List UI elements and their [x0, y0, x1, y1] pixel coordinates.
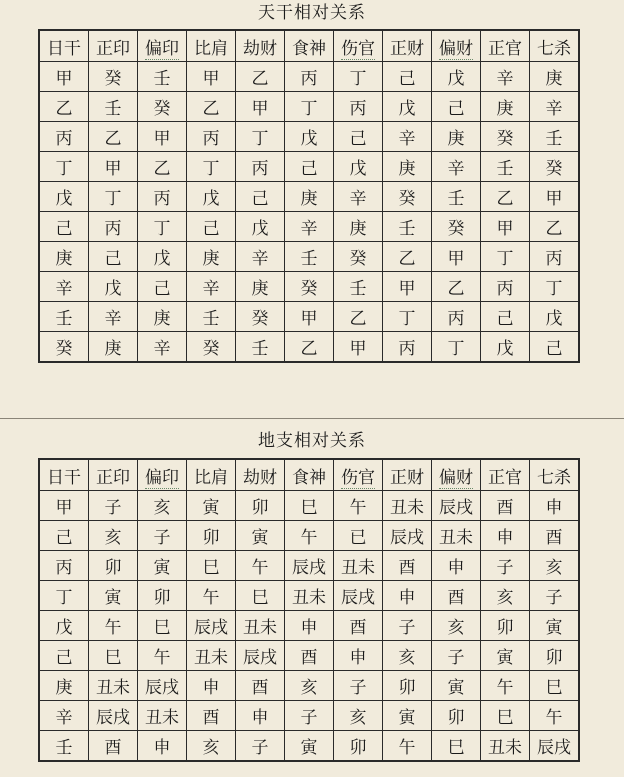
- table-cell: 乙: [89, 122, 138, 152]
- tiangan-body: [39, 62, 579, 363]
- table-cell: 丁: [285, 92, 334, 122]
- row-header-cell: 庚: [39, 671, 89, 701]
- table-cell: 酉: [481, 491, 530, 521]
- table-cell: 子: [285, 701, 334, 731]
- table-cell: 亥: [481, 581, 530, 611]
- table-cell: 庚: [285, 182, 334, 212]
- table-row: [39, 92, 579, 122]
- table-cell: 辰戌: [285, 551, 334, 581]
- header-cell-label: 偏印: [145, 467, 179, 488]
- table-cell: 辰戌: [187, 611, 236, 641]
- table-cell: 壬: [530, 122, 580, 152]
- table-cell: 亥: [432, 611, 481, 641]
- header-cell: [334, 30, 383, 62]
- table-cell: 卯: [236, 491, 285, 521]
- table-cell: 丁: [481, 242, 530, 272]
- table-cell: 已: [334, 521, 383, 551]
- table-cell: 午: [138, 641, 187, 671]
- table-cell: 辰戌: [236, 641, 285, 671]
- table-row: [39, 671, 579, 701]
- table-cell: 巳: [530, 671, 580, 701]
- row-header-cell: 乙: [39, 92, 89, 122]
- table-cell: 戊: [530, 302, 580, 332]
- table-cell: 巳: [89, 641, 138, 671]
- header-cell: [138, 459, 187, 491]
- table-cell: 戊: [236, 212, 285, 242]
- header-cell: 正印: [89, 30, 138, 62]
- table-cell: 丙: [432, 302, 481, 332]
- table-cell: 甲: [285, 302, 334, 332]
- table-cell: 子: [236, 731, 285, 762]
- tiangan-table: [38, 29, 580, 363]
- table-cell: 午: [285, 521, 334, 551]
- table-cell: 子: [432, 641, 481, 671]
- table-cell: 卯: [481, 611, 530, 641]
- table-cell: 庚: [187, 242, 236, 272]
- table-cell: 申: [481, 521, 530, 551]
- table-cell: 酉: [530, 521, 580, 551]
- table-cell: 丑未: [236, 611, 285, 641]
- table-cell: 己: [89, 242, 138, 272]
- table-cell: 辰戌: [432, 491, 481, 521]
- header-cell: 正财: [383, 459, 432, 491]
- table-cell: 癸: [187, 332, 236, 363]
- table-cell: 丙: [481, 272, 530, 302]
- table-cell: 壬: [138, 62, 187, 92]
- table-cell: 甲: [138, 122, 187, 152]
- header-cell: 劫财: [236, 30, 285, 62]
- table-cell: 辰戌: [530, 731, 580, 762]
- table-cell: 丙: [285, 62, 334, 92]
- tiangan-header-row: [39, 30, 579, 62]
- table-row: [39, 62, 579, 92]
- table-cell: 庚: [481, 92, 530, 122]
- table-cell: 亥: [187, 731, 236, 762]
- table-cell: 子: [530, 581, 580, 611]
- table-cell: 甲: [481, 212, 530, 242]
- table-cell: 寅: [236, 521, 285, 551]
- row-header-cell: 辛: [39, 701, 89, 731]
- table-cell: 乙: [236, 62, 285, 92]
- header-cell-label: 偏财: [439, 467, 473, 488]
- table-cell: 癸: [89, 62, 138, 92]
- table-cell: 巳: [285, 491, 334, 521]
- table-cell: 辛: [481, 62, 530, 92]
- table-cell: 子: [481, 551, 530, 581]
- table-cell: 庚: [138, 302, 187, 332]
- table-cell: 酉: [432, 581, 481, 611]
- row-header-cell: 丁: [39, 581, 89, 611]
- table-cell: 己: [285, 152, 334, 182]
- table-row: [39, 611, 579, 641]
- table-cell: 甲: [236, 92, 285, 122]
- table-cell: 酉: [89, 731, 138, 762]
- row-header-cell: 戊: [39, 611, 89, 641]
- table-cell: 午: [383, 731, 432, 762]
- row-header-cell: 壬: [39, 302, 89, 332]
- table-row: [39, 521, 579, 551]
- table-cell: 丁: [89, 182, 138, 212]
- table-row: [39, 332, 579, 363]
- table-cell: 癸: [236, 302, 285, 332]
- table-cell: 庚: [432, 122, 481, 152]
- header-cell: 比肩: [187, 30, 236, 62]
- table-row: [39, 581, 579, 611]
- table-cell: 丁: [530, 272, 580, 302]
- table-cell: 庚: [530, 62, 580, 92]
- table-cell: 丙: [236, 152, 285, 182]
- table-cell: 申: [138, 731, 187, 762]
- table-cell: 丑未: [285, 581, 334, 611]
- table-cell: 乙: [383, 242, 432, 272]
- table-cell: 癸: [285, 272, 334, 302]
- table-cell: 庚: [236, 272, 285, 302]
- table-cell: 巳: [138, 611, 187, 641]
- table-cell: 戊: [187, 182, 236, 212]
- table-cell: 丙: [187, 122, 236, 152]
- table-row: [39, 272, 579, 302]
- table-cell: 癸: [138, 92, 187, 122]
- header-cell: [432, 30, 481, 62]
- table-cell: 丁: [334, 62, 383, 92]
- table-cell: 丁: [236, 122, 285, 152]
- table-cell: 亥: [138, 491, 187, 521]
- table-cell: 己: [334, 122, 383, 152]
- table-cell: 辛: [334, 182, 383, 212]
- table-cell: 亥: [383, 641, 432, 671]
- table-cell: 甲: [89, 152, 138, 182]
- table-cell: 丑未: [89, 671, 138, 701]
- row-header-cell: 辛: [39, 272, 89, 302]
- table-cell: 寅: [432, 671, 481, 701]
- table-cell: 辰戌: [383, 521, 432, 551]
- table-cell: 庚: [89, 332, 138, 363]
- table-cell: 子: [334, 671, 383, 701]
- table-row: [39, 152, 579, 182]
- table-cell: 申: [285, 611, 334, 641]
- header-cell: [334, 459, 383, 491]
- table-cell: 壬: [334, 272, 383, 302]
- table-cell: 卯: [334, 731, 383, 762]
- row-header-cell: 己: [39, 212, 89, 242]
- table-cell: 辛: [432, 152, 481, 182]
- dizhi-section: [0, 418, 624, 777]
- table-cell: 己: [530, 332, 580, 363]
- row-header-cell: 壬: [39, 731, 89, 762]
- table-cell: 乙: [334, 302, 383, 332]
- header-cell-label: 偏财: [439, 38, 473, 59]
- table-cell: 寅: [187, 491, 236, 521]
- table-cell: 丁: [138, 212, 187, 242]
- table-cell: 乙: [285, 332, 334, 363]
- table-row: [39, 302, 579, 332]
- header-cell: 劫财: [236, 459, 285, 491]
- table-row: [39, 212, 579, 242]
- header-cell-label: 伤官: [341, 38, 375, 59]
- table-cell: 甲: [187, 62, 236, 92]
- table-cell: 寅: [481, 641, 530, 671]
- table-row: [39, 551, 579, 581]
- table-cell: 亥: [89, 521, 138, 551]
- table-cell: 丑未: [187, 641, 236, 671]
- table-cell: 丙: [89, 212, 138, 242]
- row-header-cell: 癸: [39, 332, 89, 363]
- table-cell: 辛: [285, 212, 334, 242]
- table-cell: 申: [334, 641, 383, 671]
- table-cell: 乙: [432, 272, 481, 302]
- row-header-cell: 甲: [39, 491, 89, 521]
- table-cell: 辰戌: [334, 581, 383, 611]
- table-cell: 申: [383, 581, 432, 611]
- table-cell: 辰戌: [89, 701, 138, 731]
- table-cell: 酉: [187, 701, 236, 731]
- table-cell: 丑未: [334, 551, 383, 581]
- table-cell: 卯: [383, 671, 432, 701]
- header-cell: 七杀: [530, 30, 580, 62]
- table-row: [39, 701, 579, 731]
- table-cell: 申: [236, 701, 285, 731]
- table-cell: 甲: [383, 272, 432, 302]
- table-cell: 子: [383, 611, 432, 641]
- table-cell: 壬: [383, 212, 432, 242]
- table-cell: 寅: [285, 731, 334, 762]
- table-cell: 癸: [432, 212, 481, 242]
- table-cell: 申: [187, 671, 236, 701]
- table-cell: 丑未: [481, 731, 530, 762]
- table-cell: 甲: [334, 332, 383, 363]
- table-cell: 己: [138, 272, 187, 302]
- row-header-cell: 己: [39, 641, 89, 671]
- table-cell: 癸: [334, 242, 383, 272]
- table-cell: 辛: [236, 242, 285, 272]
- dizhi-header-row: [39, 459, 579, 491]
- header-cell: 日干: [39, 30, 89, 62]
- header-cell: 比肩: [187, 459, 236, 491]
- row-header-cell: 丁: [39, 152, 89, 182]
- table-cell: 酉: [285, 641, 334, 671]
- table-cell: 亥: [530, 551, 580, 581]
- table-cell: 戊: [285, 122, 334, 152]
- table-cell: 丑未: [138, 701, 187, 731]
- header-cell: 正官: [481, 459, 530, 491]
- table-cell: 卯: [432, 701, 481, 731]
- table-cell: 寅: [530, 611, 580, 641]
- table-cell: 亥: [334, 701, 383, 731]
- header-cell: 食神: [285, 459, 334, 491]
- table-cell: 卯: [187, 521, 236, 551]
- table-cell: 巳: [236, 581, 285, 611]
- table-cell: 戊: [432, 62, 481, 92]
- header-cell: 正财: [383, 30, 432, 62]
- table-cell: 壬: [432, 182, 481, 212]
- table-cell: 申: [530, 491, 580, 521]
- table-cell: 午: [89, 611, 138, 641]
- table-cell: 丙: [138, 182, 187, 212]
- table-cell: 戊: [138, 242, 187, 272]
- table-cell: 寅: [383, 701, 432, 731]
- table-cell: 午: [236, 551, 285, 581]
- table-cell: 辛: [530, 92, 580, 122]
- table-cell: 乙: [187, 92, 236, 122]
- table-row: [39, 491, 579, 521]
- table-cell: 己: [236, 182, 285, 212]
- table-cell: 丁: [383, 302, 432, 332]
- table-cell: 卯: [89, 551, 138, 581]
- row-header-cell: 甲: [39, 62, 89, 92]
- row-header-cell: 戊: [39, 182, 89, 212]
- table-cell: 丙: [383, 332, 432, 363]
- table-cell: 巳: [481, 701, 530, 731]
- table-cell: 辛: [138, 332, 187, 363]
- table-cell: 丑未: [383, 491, 432, 521]
- table-cell: 戊: [481, 332, 530, 363]
- table-cell: 壬: [89, 92, 138, 122]
- header-cell: 食神: [285, 30, 334, 62]
- table-cell: 巳: [432, 731, 481, 762]
- header-cell-label: 伤官: [341, 467, 375, 488]
- row-header-cell: 庚: [39, 242, 89, 272]
- header-cell: 正官: [481, 30, 530, 62]
- table-cell: 壬: [236, 332, 285, 363]
- table-row: [39, 242, 579, 272]
- table-cell: 申: [432, 551, 481, 581]
- table-cell: 庚: [334, 212, 383, 242]
- table-cell: 乙: [481, 182, 530, 212]
- table-cell: 卯: [530, 641, 580, 671]
- table-cell: 甲: [432, 242, 481, 272]
- table-cell: 寅: [138, 551, 187, 581]
- table-cell: 壬: [285, 242, 334, 272]
- table-cell: 午: [481, 671, 530, 701]
- header-cell-label: 偏印: [145, 38, 179, 59]
- table-cell: 己: [383, 62, 432, 92]
- table-cell: 癸: [383, 182, 432, 212]
- table-cell: 午: [530, 701, 580, 731]
- dizhi-title: 地支相对关系: [258, 431, 366, 451]
- table-cell: 午: [187, 581, 236, 611]
- table-cell: 癸: [530, 152, 580, 182]
- table-cell: 巳: [187, 551, 236, 581]
- header-cell: 七杀: [530, 459, 580, 491]
- table-cell: 辛: [89, 302, 138, 332]
- table-cell: 辛: [187, 272, 236, 302]
- row-header-cell: 丙: [39, 551, 89, 581]
- header-cell: [138, 30, 187, 62]
- header-cell: 日干: [39, 459, 89, 491]
- table-cell: 丁: [432, 332, 481, 363]
- table-cell: 酉: [383, 551, 432, 581]
- table-cell: 癸: [481, 122, 530, 152]
- table-cell: 午: [334, 491, 383, 521]
- table-cell: 寅: [89, 581, 138, 611]
- table-cell: 酉: [334, 611, 383, 641]
- table-cell: 乙: [138, 152, 187, 182]
- table-cell: 丁: [187, 152, 236, 182]
- table-row: [39, 731, 579, 762]
- header-cell: [432, 459, 481, 491]
- table-cell: 丙: [334, 92, 383, 122]
- table-cell: 酉: [236, 671, 285, 701]
- table-cell: 壬: [481, 152, 530, 182]
- table-cell: 壬: [187, 302, 236, 332]
- dizhi-table: [38, 458, 580, 762]
- table-cell: 己: [187, 212, 236, 242]
- header-cell: 正印: [89, 459, 138, 491]
- table-cell: 卯: [138, 581, 187, 611]
- row-header-cell: 丙: [39, 122, 89, 152]
- table-cell: 子: [89, 491, 138, 521]
- table-cell: 戊: [334, 152, 383, 182]
- table-cell: 亥: [285, 671, 334, 701]
- table-cell: 己: [481, 302, 530, 332]
- table-cell: 戊: [383, 92, 432, 122]
- dizhi-body: [39, 491, 579, 762]
- table-cell: 丙: [530, 242, 580, 272]
- table-cell: 辰戌: [138, 671, 187, 701]
- table-cell: 己: [432, 92, 481, 122]
- table-cell: 甲: [530, 182, 580, 212]
- row-header-cell: 己: [39, 521, 89, 551]
- tiangan-title: 天干相对关系: [258, 3, 366, 23]
- table-cell: 戊: [89, 272, 138, 302]
- table-cell: 庚: [383, 152, 432, 182]
- table-cell: 乙: [530, 212, 580, 242]
- table-row: [39, 122, 579, 152]
- table-row: [39, 182, 579, 212]
- table-cell: 丑未: [432, 521, 481, 551]
- table-cell: 辛: [383, 122, 432, 152]
- table-cell: 子: [138, 521, 187, 551]
- table-row: [39, 641, 579, 671]
